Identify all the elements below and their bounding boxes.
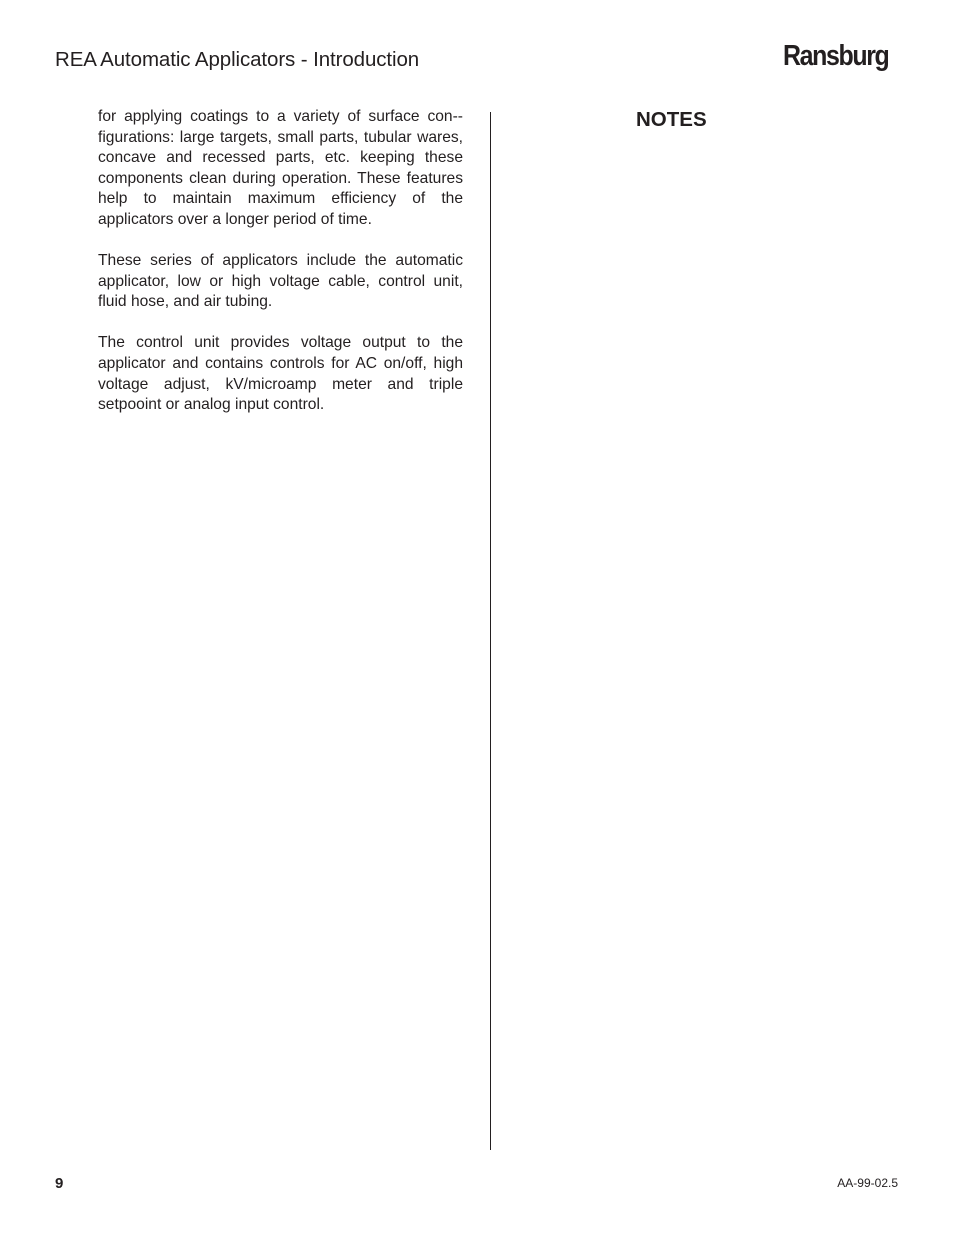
document-number: AA-99-02.5 [837,1176,898,1190]
body-paragraph: The control unit provides voltage output to the applicator and contains controls for AC on/off, high voltage adjust, kV/microamp meter and triple setpooint or analog input control. [98,334,463,414]
body-paragraph: for applying coatings to a variety of surface con-figurations: large targets, small parts, tubular wares, concave and recessed parts, etc. keeping these components clean during operation. These features help to maintain maximum efficiency of the applicators over a longer period of time. [98,108,463,228]
page-header-title: REA Automatic Applicators - Introduction [55,48,420,71]
column-divider [490,112,491,1150]
page-number: 9 [55,1175,64,1192]
notes-heading: NOTES [636,108,707,131]
body-text-column [98,107,463,436]
body-paragraph: These series of applicators include the automatic applicator, low or high voltage cable, control unit, fluid hose, and air tubing. [98,252,463,311]
brand-logo: Ransburg [783,40,889,72]
